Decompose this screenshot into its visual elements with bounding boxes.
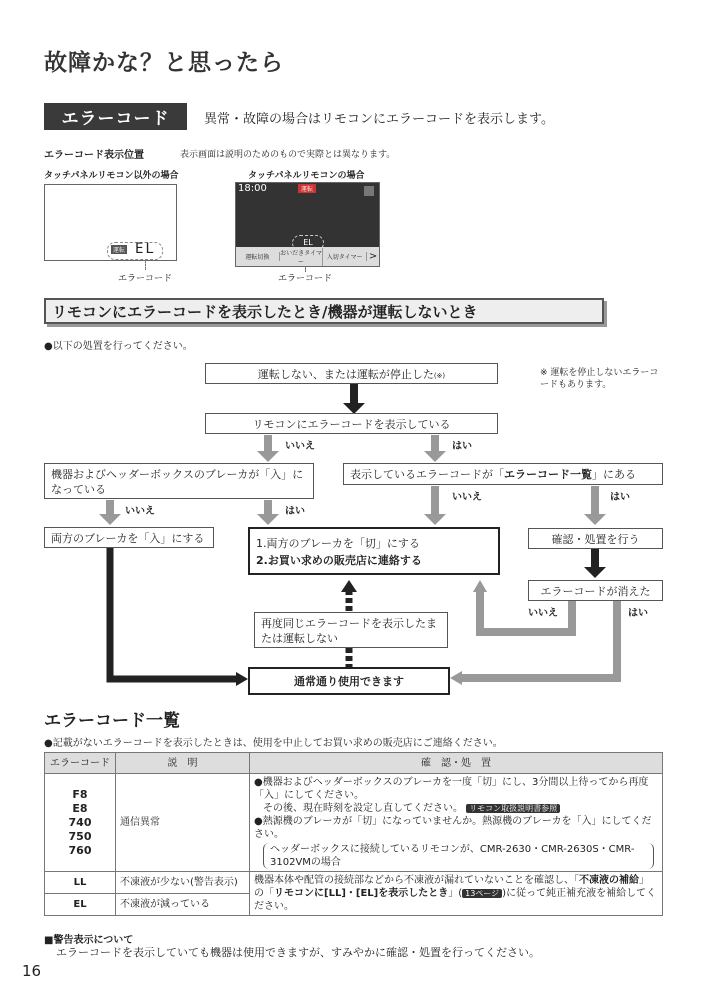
flow-q2: 機器およびヘッダーボックスのブレーカが「入」になっている <box>44 463 314 499</box>
caption-error-code-2: エラーコード <box>278 274 333 284</box>
q2-no-label: いいえ <box>125 506 155 517</box>
page-reference-tag[interactable]: 13ページ <box>462 889 502 898</box>
display-position-note: 表示画面は説明のためのもので実際とは異なります。 <box>180 150 396 160</box>
q1-no-label: いいえ <box>285 441 315 452</box>
touch-label: タッチパネルリモコンの場合 <box>248 171 365 181</box>
side-note: ※ 運転を停止しないエラーコードもあります。 <box>540 368 659 390</box>
warning-heading: ■警告表示について <box>44 935 134 946</box>
flow-start: 運転しない、または運転が停止した(※) <box>205 363 498 384</box>
flow-q1: リモコンにエラーコードを表示している <box>205 413 498 434</box>
touch-time: 18:00 <box>238 183 267 194</box>
row23-action: 機器本体や配管の接続部などから不凍液が漏れていないことを確認し、「不凍液の補給」の「リモコンに[LL]・[EL]を表示したとき」( 13ページ )に従って純正補充液を補給してください。 <box>250 872 663 916</box>
row1-action: ●機器およびヘッダーボックスのブレーカを一度「切」にし、3分間以上待ってから再度「入」にしてください。 その後、現在時刻を設定し直してください。 リモコン取扱説明書参照 ●熱源機のブレーカが「切」になっていませんか。熱源機のブレーカを「入」にしてください。 ヘッダーボックスに接続しているリモコンが、CMR-2630・CMR-2630S・CMR-3102VMの場合 <box>250 774 663 872</box>
row3-code: EL <box>45 894 116 916</box>
error-code-list-title: エラーコード一覧 <box>44 711 180 731</box>
warning-text: エラーコードを表示していても機器は使用できますが、すみやかに確認・処置を行ってください。 <box>56 946 540 959</box>
page-number: 16 <box>22 962 42 980</box>
table-header-row <box>45 753 663 774</box>
q2-yes-label: はい <box>285 506 305 517</box>
q3-yes-label: はい <box>610 492 630 503</box>
error-code-table <box>44 752 663 916</box>
bullet-instruction: ●以下の処置を行ってください。 <box>44 341 193 352</box>
q1-yes-label: はい <box>452 441 472 452</box>
chevron-right-icon[interactable]: > <box>368 251 378 262</box>
flow-set-breaker-on: 両方のブレーカを「入」にする <box>44 527 214 548</box>
table-header: エラーコード <box>45 753 116 774</box>
page-title: 故障かな？と思ったら <box>44 50 284 76</box>
q4-no-label: いいえ <box>528 608 558 619</box>
table-row <box>45 872 663 894</box>
manual-reference-tag: リモコン取扱説明書参照 <box>466 804 560 813</box>
row1-codes: F8 E8 740 750 760 <box>45 774 116 872</box>
row2-code: LL <box>45 872 116 894</box>
flow-normal-use: 通常通り使用できます <box>248 667 450 695</box>
q3-no-label: いいえ <box>452 492 482 503</box>
flow-q3: 表示しているエラーコードが「エラーコード一覧」にある <box>343 463 663 485</box>
display-position-heading: エラーコード表示位置 <box>44 150 144 161</box>
flow-again: 再度同じエラーコードを表示したまたは運転しない <box>254 612 448 648</box>
flow-q4: エラーコードが消えた <box>528 580 663 601</box>
q4-yes-label: はい <box>628 608 648 619</box>
row1-desc: 通信異常 <box>116 774 250 872</box>
touch-btn-reheat-timer[interactable]: おいだきタイマー <box>280 249 322 266</box>
error-code-badge: エラーコード <box>44 103 187 130</box>
touch-btn-mode[interactable]: 運転切換 <box>236 252 280 261</box>
row3-desc: 不凍液が減っている <box>116 894 250 916</box>
table-header: 確 認・処 置 <box>250 753 663 774</box>
table-row <box>45 774 663 872</box>
section-flow-title: リモコンにエラーコードを表示したとき/機器が運転しないとき <box>44 298 604 324</box>
intro-text: 異常・故障の場合はリモコンにエラーコードを表示します。 <box>204 112 554 127</box>
flow-contact-dealer: 1.両方のブレーカを「切」にする 2.お買い求めの販売店に連絡する <box>248 527 500 575</box>
caption-error-code-1: エラーコード <box>118 274 173 284</box>
lcd-code: EL <box>135 241 156 257</box>
table-header: 説 明 <box>116 753 250 774</box>
touch-btn-onoff-timer[interactable]: 入切タイマー <box>323 252 367 261</box>
touch-status: 運転 <box>298 184 316 193</box>
flow-check-action: 確認・処置を行う <box>528 528 663 549</box>
touch-code: EL <box>292 235 324 251</box>
error-list-note: ●記載がないエラーコードを表示したときは、使用を中止してお買い求めの販売店にご連絡ください。 <box>44 738 503 749</box>
lcd-tag: 運転 <box>113 247 126 254</box>
row2-desc: 不凍液が少ない(警告表示) <box>116 872 250 894</box>
non-touch-label: タッチパネルリモコン以外の場合 <box>44 171 179 181</box>
